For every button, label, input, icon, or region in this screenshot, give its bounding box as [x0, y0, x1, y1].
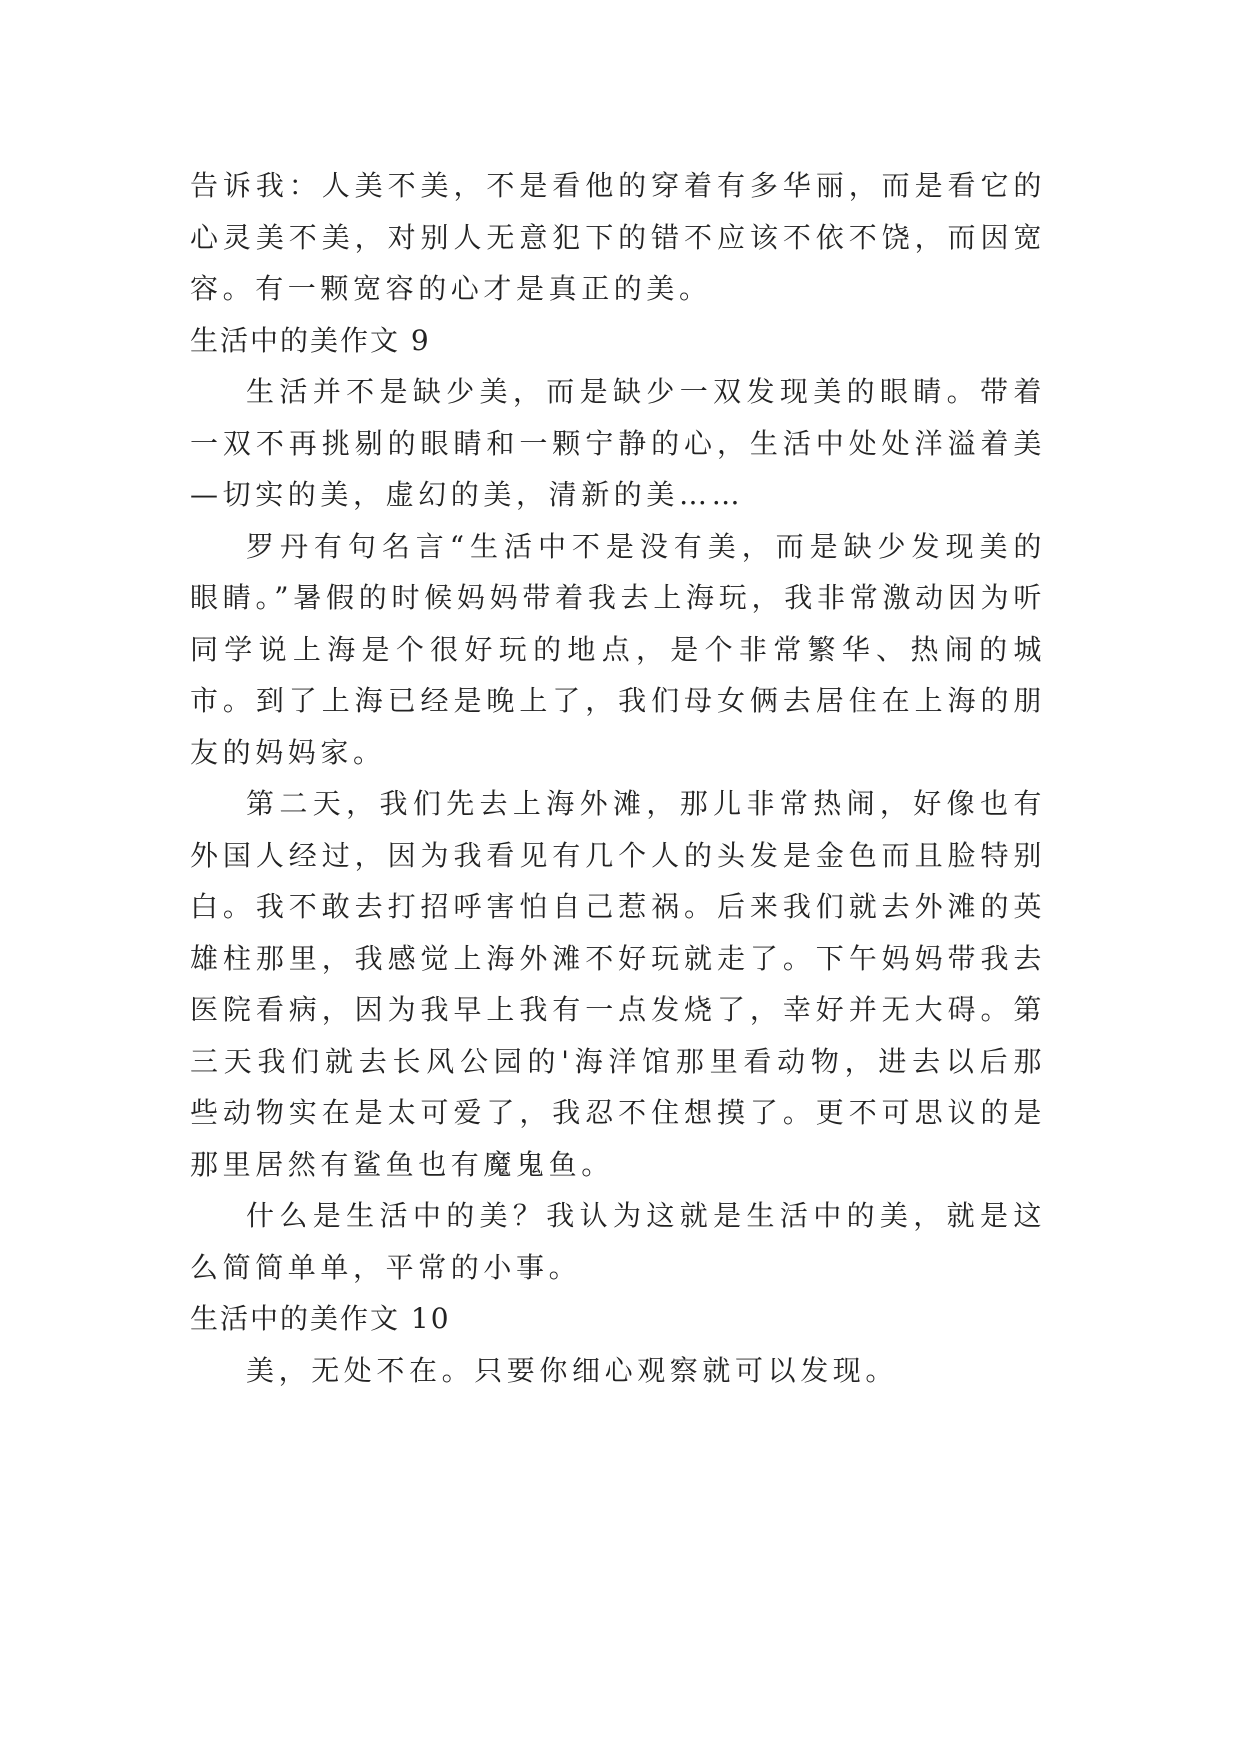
- paragraph-intro: 告诉我：人美不美，不是看他的穿着有多华丽，而是看它的心灵美不美，对别人无意犯下的错不应该不依不饶，而因宽容。有一颗宽容的心才是真正的美。: [190, 169, 1046, 305]
- paragraph-2: 罗丹有句名言“生活中不是没有美，而是缺少发现美的眼睛。”暑假的时候妈妈带着我去上海玩，我非常激动因为听同学说上海是个很好玩的地点，是个非常繁华、热闹的城市。到了上海已经是晚上了，我们母女俩去居住在上海的朋友的妈妈家。: [190, 529, 1046, 769]
- essay-heading-10: 生活中的美作文 10: [190, 1302, 451, 1335]
- essay-heading-9: 生活中的美作文 9: [190, 323, 431, 357]
- paragraph-5: 美，无处不在。只要你细心观察就可以发现。: [246, 1353, 899, 1387]
- paragraph-4: 什么是生活中的美？我认为这就是生活中的美，就是这么简简单单，平常的小事。: [190, 1199, 1046, 1284]
- paragraph-1: 生活并不是缺少美，而是缺少一双发现美的眼睛。带着一双不再挑剔的眼睛和一颗宁静的心，生活中处处洋溢着美—切实的美，虚幻的美，清新的美……: [190, 375, 1046, 511]
- document-page: [190, 160, 1046, 1396]
- paragraph-3: 第二天，我们先去上海外滩，那儿非常热闹，好像也有外国人经过，因为我看见有几个人的头发是金色而且脸特别白。我不敢去打招呼害怕自己惹祸。后来我们就去外滩的英雄柱那里，我感觉上海外滩不好玩就走了。下午妈妈带我去医院看病，因为我早上我有一点发烧了，幸好并无大碍。第三天我们就去长风公园的'海洋馆那里看动物，进去以后那些动物实在是太可爱了，我忍不住想摸了。更不可思议的是那里居然有鲨鱼也有魔鬼鱼。: [190, 787, 1046, 1181]
